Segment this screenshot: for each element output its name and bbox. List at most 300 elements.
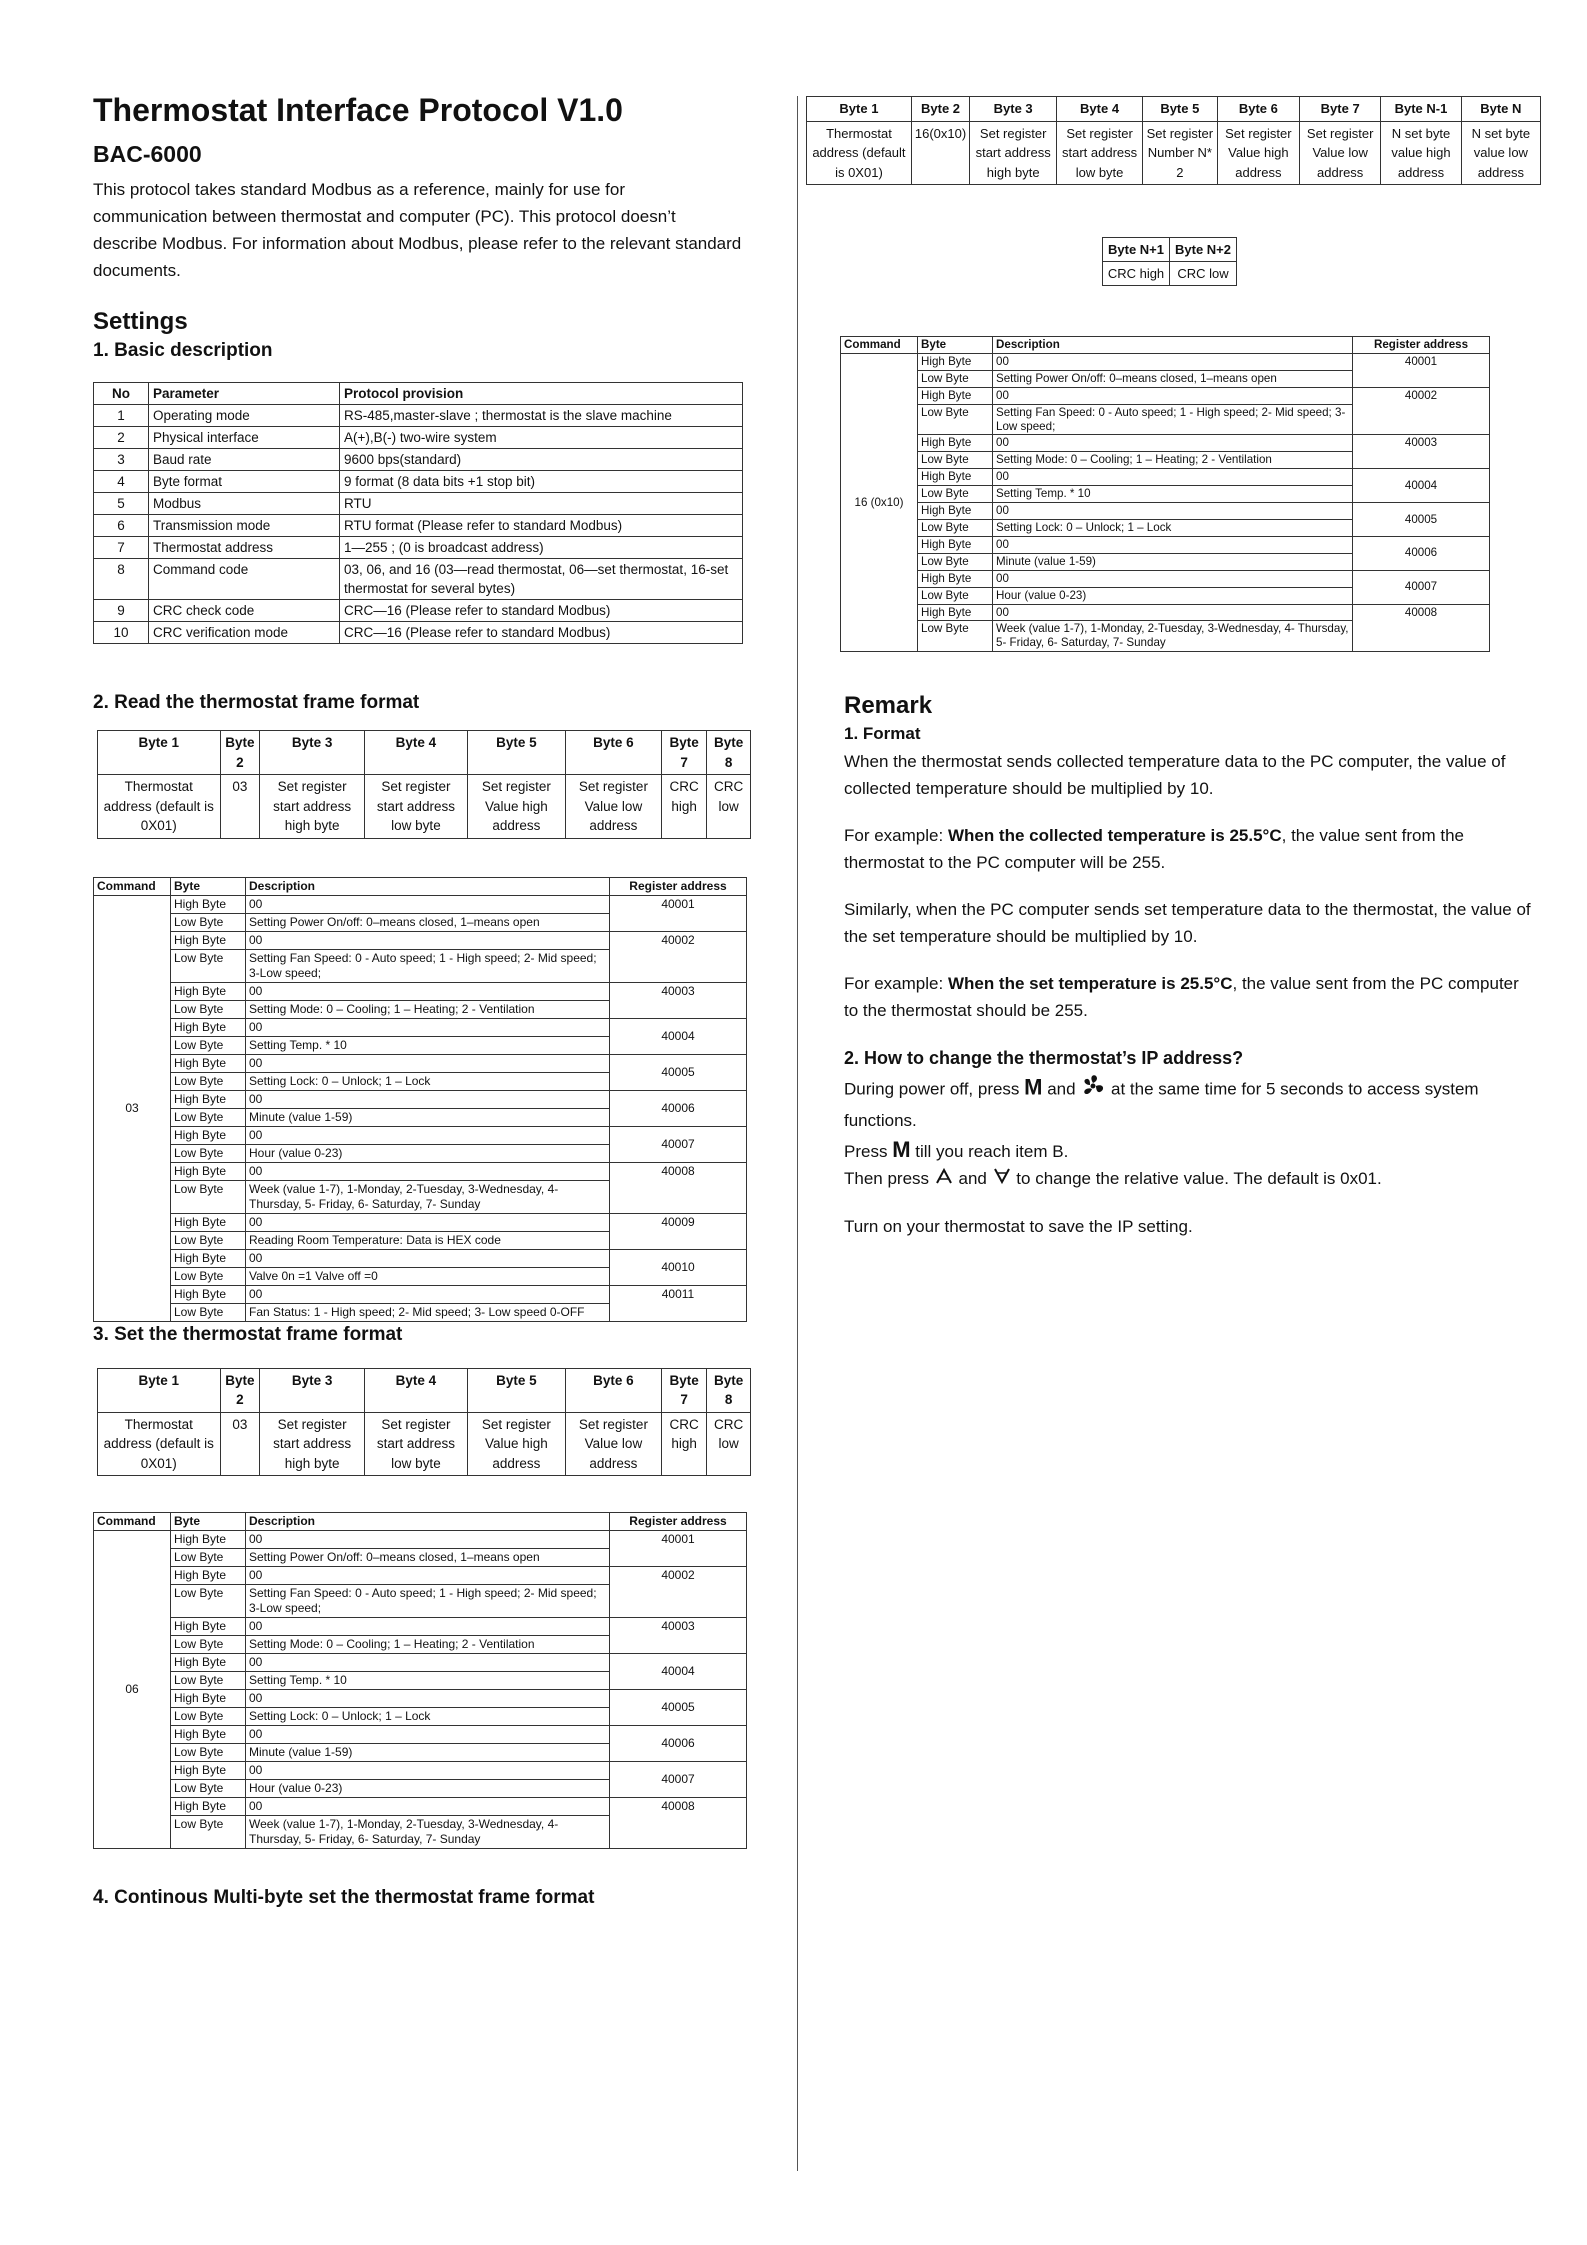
register-description-cell: 00 <box>993 353 1353 370</box>
register-address-cell: 40003 <box>1353 435 1490 469</box>
register-description-cell: 00 <box>993 536 1353 553</box>
register-byte-cell: Low Byte <box>918 404 993 435</box>
frame-header-row <box>98 1368 751 1412</box>
fan-icon <box>1080 1073 1106 1107</box>
register-description-cell: 00 <box>246 1285 610 1303</box>
frame-value-cell: Set register Value low address <box>565 1412 661 1476</box>
register-byte-cell: High Byte <box>918 469 993 486</box>
register-byte-cell: High Byte <box>171 931 246 949</box>
frame-header-cell: Byte 8 <box>707 731 751 775</box>
register-command-cell: 16 (0x10) <box>841 353 918 651</box>
doc-intro: This protocol takes standard Modbus as a reference, mainly for use for communication between thermostat and computer (PC). This protocol doesn’t describe Modbus. For information about Modbus, please refer to the relevant standard documents. <box>93 180 742 280</box>
register-row <box>841 387 1490 404</box>
frame-header-cell: Byte 1 <box>98 1368 221 1412</box>
settings-cell: Modbus <box>149 493 340 515</box>
frame-header-cell: Byte 2 <box>220 731 260 775</box>
register-row <box>841 469 1490 486</box>
multi-crc-table <box>1102 237 1237 286</box>
register-byte-cell: Low Byte <box>918 370 993 387</box>
register-description-cell: Setting Power On/off: 0–means closed, 1–means open <box>993 370 1353 387</box>
settings-table <box>93 382 743 644</box>
ip-3a: Then press <box>844 1169 934 1189</box>
register-description-cell: Setting Lock: 0 – Unlock; 1 – Lock <box>246 1708 610 1726</box>
settings-cell: CRC—16 (Please refer to standard Modbus) <box>340 622 743 644</box>
register-address-cell: 40003 <box>610 1618 747 1654</box>
remark-ip-1 <box>844 1073 1534 1134</box>
register-byte-cell: Low Byte <box>171 1144 246 1162</box>
settings-row <box>94 600 743 622</box>
left-column <box>93 92 753 1919</box>
register-byte-cell: High Byte <box>918 536 993 553</box>
settings-row <box>94 427 743 449</box>
register-row <box>94 1162 747 1180</box>
register-description-cell: Setting Temp. * 10 <box>246 1036 610 1054</box>
register-address-cell: 40008 <box>1353 604 1490 652</box>
register-byte-cell: Low Byte <box>171 913 246 931</box>
register-byte-cell: High Byte <box>918 387 993 404</box>
register-header-cell: Byte <box>918 337 993 354</box>
remark-p2 <box>844 822 1534 876</box>
register-description-cell: Week (value 1-7), 1-Monday, 2-Tuesday, 3-Wednesday, 4- Thursday, 5- Friday, 6- Saturday, 7- Sunday <box>246 1180 610 1213</box>
register-description-cell: Setting Lock: 0 – Unlock; 1 – Lock <box>246 1072 610 1090</box>
register-byte-cell: High Byte <box>918 503 993 520</box>
read-register-table <box>93 877 747 1322</box>
frame-header-cell: Byte 2 <box>220 1368 260 1412</box>
frame-header-cell: Byte 5 <box>467 731 565 775</box>
register-byte-cell: Low Byte <box>918 621 993 652</box>
settings-heading: Settings <box>93 308 188 335</box>
crc-value-cell: CRC high <box>1103 262 1170 286</box>
register-description-cell: Hour (value 0-23) <box>246 1144 610 1162</box>
register-description-cell: 00 <box>246 1654 610 1672</box>
ip-2a: Press <box>844 1142 893 1162</box>
register-byte-cell: High Byte <box>918 353 993 370</box>
register-byte-cell: Low Byte <box>171 1708 246 1726</box>
remark-p3: Similarly, when the PC computer sends set temperature data to the thermostat, the value of the set temperature should be multiplied by 10. <box>844 900 1531 947</box>
register-byte-cell: High Byte <box>171 1726 246 1744</box>
settings-row <box>94 449 743 471</box>
register-row <box>841 604 1490 621</box>
register-byte-cell: High Byte <box>171 1762 246 1780</box>
frame-header-cell: Byte N-1 <box>1381 97 1461 122</box>
register-row <box>94 1018 747 1036</box>
register-row <box>94 982 747 1000</box>
register-header-cell: Command <box>841 337 918 354</box>
register-description-cell: 00 <box>993 469 1353 486</box>
settings-row <box>94 405 743 427</box>
remark-p2-b: When the collected temperature is 25.5°C <box>947 826 1282 846</box>
frame-value-cell: Set register start address high byte <box>970 121 1057 185</box>
register-byte-cell: Low Byte <box>918 553 993 570</box>
frame-header-cell: Byte 3 <box>970 97 1057 122</box>
settings-header-cell: Parameter <box>149 383 340 405</box>
settings-cell: 7 <box>94 537 149 559</box>
frame-header-cell: Byte 7 <box>1300 97 1381 122</box>
register-byte-cell: Low Byte <box>171 1636 246 1654</box>
remark-ip-2 <box>844 1136 1534 1165</box>
settings-cell: CRC—16 (Please refer to standard Modbus) <box>340 600 743 622</box>
register-byte-cell: High Byte <box>171 1090 246 1108</box>
register-byte-cell: High Byte <box>171 1249 246 1267</box>
frame-value-cell: Thermostat address (default is 0X01) <box>98 775 221 839</box>
register-description-cell: Setting Mode: 0 – Cooling; 1 – Heating; 2 - Ventilation <box>993 452 1353 469</box>
settings-row <box>94 537 743 559</box>
settings-cell: 1—255 ; (0 is broadcast address) <box>340 537 743 559</box>
settings-cell: 3 <box>94 449 149 471</box>
register-byte-cell: High Byte <box>171 1798 246 1816</box>
read-frame-heading: 2. Read the thermostat frame format <box>93 692 420 713</box>
register-byte-cell: Low Byte <box>171 1000 246 1018</box>
frame-header-cell: Byte 7 <box>662 1368 707 1412</box>
register-address-cell: 40007 <box>1353 570 1490 604</box>
frame-header-cell: Byte 1 <box>807 97 912 122</box>
remark-p1: When the thermostat sends collected temperature data to the PC computer, the value of collected temperature should be multiplied by 10. <box>844 752 1506 799</box>
register-header-row <box>94 877 747 895</box>
register-byte-cell: Low Byte <box>171 1036 246 1054</box>
ip-2b: till you reach item B. <box>910 1142 1069 1162</box>
settings-row <box>94 493 743 515</box>
register-row <box>94 1762 747 1780</box>
register-byte-cell: Low Byte <box>918 519 993 536</box>
register-address-cell: 40002 <box>610 931 747 982</box>
register-command-cell: 06 <box>94 1531 171 1849</box>
register-header-cell: Command <box>94 877 171 895</box>
m-key-icon: M <box>1024 1074 1043 1100</box>
doc-model: BAC-6000 <box>93 141 202 167</box>
multi-register-table <box>840 336 1490 652</box>
register-address-cell: 40001 <box>610 895 747 931</box>
frame-value-cell: Set register start address low byte <box>1057 121 1143 185</box>
frame-header-cell: Byte 3 <box>260 1368 365 1412</box>
register-address-cell: 40006 <box>610 1090 747 1126</box>
register-description-cell: 00 <box>246 931 610 949</box>
register-description-cell: Fan Status: 1 - High speed; 2- Mid speed; 3- Low speed 0-OFF <box>246 1303 610 1321</box>
register-byte-cell: High Byte <box>171 1162 246 1180</box>
register-address-cell: 40003 <box>610 982 747 1018</box>
frame-value-row <box>807 121 1541 185</box>
frame-value-cell: 16(0x10) <box>911 121 969 185</box>
frame-value-cell: Set register Value low address <box>565 775 661 839</box>
register-address-cell: 40007 <box>610 1126 747 1162</box>
register-byte-cell: Low Byte <box>171 1744 246 1762</box>
remark-ip-4: Turn on your thermostat to save the IP setting. <box>844 1217 1193 1237</box>
settings-cell: Baud rate <box>149 449 340 471</box>
frame-value-cell: Set register Value low address <box>1300 121 1381 185</box>
register-command-cell: 03 <box>94 895 171 1321</box>
register-description-cell: Setting Mode: 0 – Cooling; 1 – Heating; 2 - Ventilation <box>246 1636 610 1654</box>
register-description-cell: 00 <box>246 1018 610 1036</box>
register-description-cell: 00 <box>246 1054 610 1072</box>
register-header-cell: Register address <box>610 877 747 895</box>
register-byte-cell: Low Byte <box>171 1816 246 1849</box>
register-row <box>841 353 1490 370</box>
register-byte-cell: High Byte <box>171 1054 246 1072</box>
frame-header-cell: Byte 4 <box>1057 97 1143 122</box>
frame-header-cell: Byte 4 <box>364 1368 467 1412</box>
settings-subheading: 1. Basic description <box>93 340 273 361</box>
register-byte-cell: Low Byte <box>171 1267 246 1285</box>
register-address-cell: 40008 <box>610 1798 747 1849</box>
register-address-cell: 40002 <box>610 1567 747 1618</box>
register-row <box>841 570 1490 587</box>
settings-cell: 9600 bps(standard) <box>340 449 743 471</box>
register-header-cell: Description <box>993 337 1353 354</box>
register-description-cell: Week (value 1-7), 1-Monday, 2-Tuesday, 3-Wednesday, 4- Thursday, 5- Friday, 6- Saturday, 7- Sunday <box>246 1816 610 1849</box>
register-row <box>94 1126 747 1144</box>
set-register-table <box>93 1512 747 1849</box>
register-description-cell: 00 <box>993 435 1353 452</box>
frame-header-cell: Byte 6 <box>565 1368 661 1412</box>
frame-value-cell: 03 <box>220 1412 260 1476</box>
register-description-cell: Setting Mode: 0 – Cooling; 1 – Heating; 2 - Ventilation <box>246 1000 610 1018</box>
set-frame-table <box>97 1368 751 1477</box>
frame-value-cell: N set byte value high address <box>1381 121 1461 185</box>
register-description-cell: Setting Power On/off: 0–means closed, 1–means open <box>246 913 610 931</box>
ip-3b: and <box>953 1169 992 1189</box>
frame-header-cell: Byte 8 <box>707 1368 751 1412</box>
register-byte-cell: Low Byte <box>171 1585 246 1618</box>
register-byte-cell: Low Byte <box>171 949 246 982</box>
register-header-cell: Register address <box>610 1513 747 1531</box>
settings-cell: Byte format <box>149 471 340 493</box>
frame-value-cell: Thermostat address (default is 0X01) <box>807 121 912 185</box>
register-byte-cell: Low Byte <box>918 486 993 503</box>
register-description-cell: 00 <box>993 570 1353 587</box>
register-byte-cell: High Byte <box>171 1567 246 1585</box>
register-row <box>94 1690 747 1708</box>
register-address-cell: 40006 <box>1353 536 1490 570</box>
register-address-cell: 40007 <box>610 1762 747 1798</box>
register-description-cell: 00 <box>246 1798 610 1816</box>
crc-header-row <box>1103 238 1237 262</box>
frame-header-cell: Byte 5 <box>1142 97 1217 122</box>
settings-cell: Thermostat address <box>149 537 340 559</box>
frame-value-cell: Set register Number N* 2 <box>1142 121 1217 185</box>
register-address-cell: 40011 <box>610 1285 747 1321</box>
register-description-cell: 00 <box>246 1531 610 1549</box>
down-arrow-icon <box>992 1166 1012 1193</box>
remark-p4 <box>844 970 1534 1024</box>
remark-ip-heading: 2. How to change the thermostat’s IP address? <box>844 1048 1244 1069</box>
register-description-cell: Setting Temp. * 10 <box>993 486 1353 503</box>
register-header-cell: Byte <box>171 1513 246 1531</box>
ip-3c: to change the relative value. The default is 0x01. <box>1011 1169 1382 1189</box>
register-description-cell: Setting Fan Speed: 0 - Auto speed; 1 - High speed; 2- Mid speed; 3-Low speed; <box>246 949 610 982</box>
register-row <box>94 1567 747 1585</box>
register-address-cell: 40009 <box>610 1213 747 1249</box>
register-description-cell: Setting Power On/off: 0–means closed, 1–means open <box>246 1549 610 1567</box>
register-description-cell: Setting Fan Speed: 0 - Auto speed; 1 - High speed; 2- Mid speed; 3-Low speed; <box>246 1585 610 1618</box>
frame-value-cell: N set byte value low address <box>1461 121 1540 185</box>
frame-header-cell: Byte 6 <box>1217 97 1299 122</box>
register-description-cell: 00 <box>993 387 1353 404</box>
register-row <box>94 1726 747 1744</box>
register-address-cell: 40004 <box>1353 469 1490 503</box>
settings-row <box>94 559 743 600</box>
frame-value-cell: CRC high <box>662 1412 707 1476</box>
settings-cell: CRC verification mode <box>149 622 340 644</box>
register-row <box>94 1618 747 1636</box>
frame-value-cell: Set register Value high address <box>1217 121 1299 185</box>
frame-value-row <box>98 775 751 839</box>
frame-value-cell: CRC high <box>662 775 707 839</box>
register-byte-cell: Low Byte <box>171 1780 246 1798</box>
register-description-cell: Setting Temp. * 10 <box>246 1672 610 1690</box>
frame-value-row <box>98 1412 751 1476</box>
register-byte-cell: High Byte <box>171 1618 246 1636</box>
register-row <box>94 1249 747 1267</box>
register-byte-cell: Low Byte <box>171 1303 246 1321</box>
register-row <box>94 931 747 949</box>
register-byte-cell: Low Byte <box>918 587 993 604</box>
crc-header-cell: Byte N+2 <box>1170 238 1237 262</box>
register-row <box>94 1054 747 1072</box>
register-row <box>841 503 1490 520</box>
register-address-cell: 40002 <box>1353 387 1490 435</box>
settings-row <box>94 471 743 493</box>
register-byte-cell: Low Byte <box>171 1231 246 1249</box>
register-byte-cell: High Byte <box>171 1654 246 1672</box>
frame-value-cell: Set register start address high byte <box>260 1412 365 1476</box>
frame-header-cell: Byte 1 <box>98 731 221 775</box>
register-byte-cell: High Byte <box>171 1531 246 1549</box>
settings-header-cell: No <box>94 383 149 405</box>
settings-cell: Operating mode <box>149 405 340 427</box>
frame-header-cell: Byte 4 <box>364 731 467 775</box>
register-description-cell: 00 <box>246 1618 610 1636</box>
ip-1a: During power off, press <box>844 1079 1025 1099</box>
register-description-cell: Minute (value 1-59) <box>993 553 1353 570</box>
settings-header-row <box>94 383 743 405</box>
crc-value-cell: CRC low <box>1170 262 1237 286</box>
register-row <box>94 1090 747 1108</box>
register-row <box>94 1285 747 1303</box>
register-address-cell: 40005 <box>610 1690 747 1726</box>
register-byte-cell: Low Byte <box>171 1108 246 1126</box>
settings-cell: CRC check code <box>149 600 340 622</box>
settings-cell: 5 <box>94 493 149 515</box>
settings-cell: RTU <box>340 493 743 515</box>
register-header-cell: Description <box>246 877 610 895</box>
frame-header-cell: Byte 7 <box>662 731 707 775</box>
register-byte-cell: High Byte <box>171 982 246 1000</box>
register-address-cell: 40001 <box>610 1531 747 1567</box>
register-address-cell: 40005 <box>610 1054 747 1090</box>
register-header-cell: Register address <box>1353 337 1490 354</box>
register-address-cell: 40005 <box>1353 503 1490 537</box>
frame-value-cell: 03 <box>220 775 260 839</box>
register-address-cell: 40006 <box>610 1726 747 1762</box>
register-address-cell: 40004 <box>610 1018 747 1054</box>
register-header-row <box>841 337 1490 354</box>
frame-header-row <box>98 731 751 775</box>
multi-frame-table <box>806 96 1541 185</box>
settings-cell: RS-485,master-slave ; thermostat is the slave machine <box>340 405 743 427</box>
register-description-cell: 00 <box>246 1249 610 1267</box>
settings-cell: 6 <box>94 515 149 537</box>
register-row <box>94 1798 747 1816</box>
register-header-row <box>94 1513 747 1531</box>
register-header-cell: Byte <box>171 877 246 895</box>
frame-value-cell: Set register start address low byte <box>364 775 467 839</box>
settings-row <box>94 515 743 537</box>
remark-p2-a: For example: <box>844 826 948 846</box>
settings-cell: 2 <box>94 427 149 449</box>
crc-header-cell: Byte N+1 <box>1103 238 1170 262</box>
settings-cell: 4 <box>94 471 149 493</box>
frame-value-cell: Set register Value high address <box>467 775 565 839</box>
register-byte-cell: Low Byte <box>171 1672 246 1690</box>
set-frame-heading: 3. Set the thermostat frame format <box>93 1323 403 1345</box>
remark-p4-b: When the set temperature is 25.5°C <box>947 974 1233 994</box>
frame-header-cell: Byte 2 <box>911 97 969 122</box>
frame-header-cell: Byte 6 <box>565 731 661 775</box>
remark-p4-a: For example: <box>844 974 948 994</box>
read-frame-table <box>97 730 751 839</box>
register-row <box>841 536 1490 553</box>
settings-cell: A(+),B(-) two-wire system <box>340 427 743 449</box>
frame-header-cell: Byte 3 <box>260 731 365 775</box>
register-byte-cell: Low Byte <box>171 1549 246 1567</box>
remark-section <box>844 692 1534 1240</box>
register-byte-cell: High Byte <box>171 1285 246 1303</box>
register-header-cell: Description <box>246 1513 610 1531</box>
register-row <box>841 435 1490 452</box>
register-row <box>94 895 747 913</box>
frame-header-cell: Byte N <box>1461 97 1540 122</box>
ip-1b: and <box>1042 1079 1081 1099</box>
register-description-cell: 00 <box>246 1690 610 1708</box>
register-description-cell: 00 <box>993 503 1353 520</box>
ip-1c: at the same time for 5 seconds to access system functions. <box>844 1079 1479 1131</box>
register-address-cell: 40008 <box>610 1162 747 1213</box>
register-address-cell: 40010 <box>610 1249 747 1285</box>
register-description-cell: 00 <box>246 1162 610 1180</box>
register-byte-cell: High Byte <box>918 604 993 621</box>
multi-frame-heading: 4. Continous Multi-byte set the thermostat frame format <box>93 1887 595 1908</box>
register-description-cell: 00 <box>246 1126 610 1144</box>
register-byte-cell: High Byte <box>171 1690 246 1708</box>
register-description-cell: 00 <box>246 1567 610 1585</box>
register-description-cell: 00 <box>246 982 610 1000</box>
register-description-cell: 00 <box>246 895 610 913</box>
frame-header-row <box>807 97 1541 122</box>
register-header-cell: Command <box>94 1513 171 1531</box>
settings-cell: 8 <box>94 559 149 600</box>
register-description-cell: 00 <box>246 1213 610 1231</box>
register-byte-cell: High Byte <box>918 570 993 587</box>
register-description-cell: 00 <box>246 1726 610 1744</box>
remark-ip-3 <box>844 1165 1534 1193</box>
register-address-cell: 40001 <box>1353 353 1490 387</box>
frame-value-cell: Set register start address low byte <box>364 1412 467 1476</box>
settings-cell: 10 <box>94 622 149 644</box>
right-column <box>806 96 1546 1240</box>
settings-cell: 9 format (8 data bits +1 stop bit) <box>340 471 743 493</box>
register-byte-cell: High Byte <box>171 1018 246 1036</box>
register-description-cell: Week (value 1-7), 1-Monday, 2-Tuesday, 3-Wednesday, 4- Thursday, 5- Friday, 6- Saturday, 7- Sunday <box>993 621 1353 652</box>
settings-header-cell: Protocol provision <box>340 383 743 405</box>
column-divider <box>797 96 798 2171</box>
register-description-cell: 00 <box>246 1090 610 1108</box>
register-description-cell: Minute (value 1-59) <box>246 1108 610 1126</box>
register-address-cell: 40004 <box>610 1654 747 1690</box>
settings-cell: 03, 06, and 16 (03—read thermostat, 06—set thermostat, 16-set thermostat for several bytes) <box>340 559 743 600</box>
register-row <box>94 1531 747 1549</box>
register-description-cell: Hour (value 0-23) <box>246 1780 610 1798</box>
frame-value-cell: CRC low <box>707 775 751 839</box>
remark-p2-c: , the value sent from the thermostat to the PC computer will be 255. <box>844 826 1465 873</box>
